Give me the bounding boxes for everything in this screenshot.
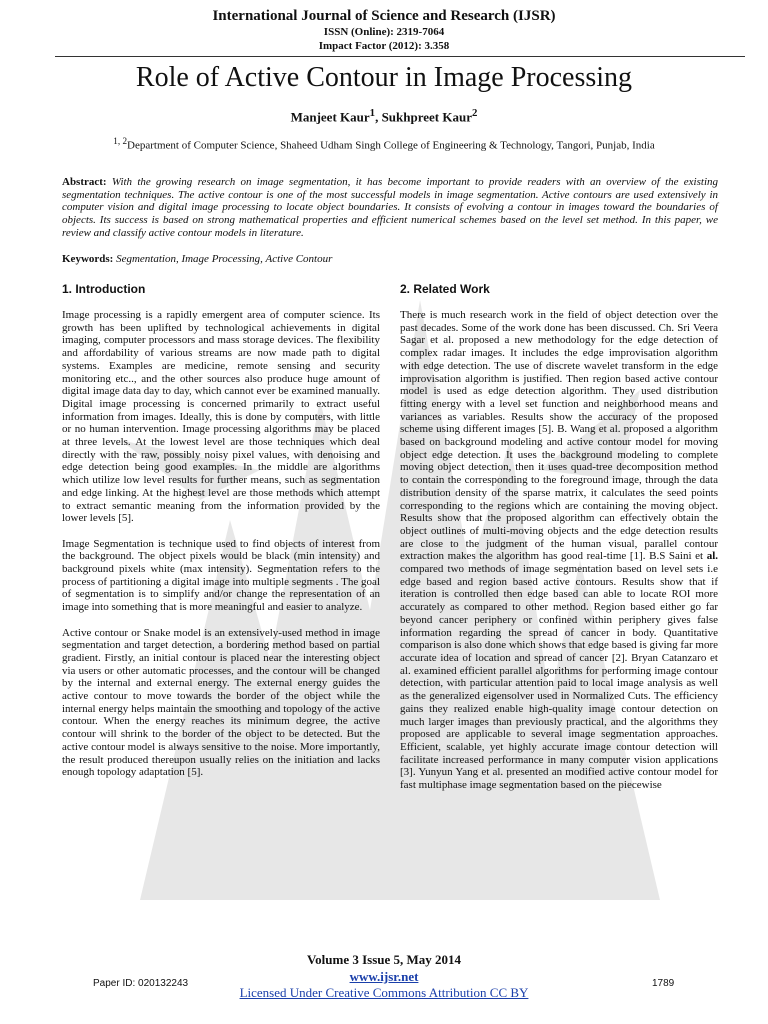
footer-volume: Volume 3 Issue 5, May 2014 [306, 952, 462, 967]
affiliation [0, 136, 768, 152]
affiliation-marks: 1, 2 [113, 136, 128, 146]
abstract-label: Abstract: [62, 176, 107, 188]
footer-license-text[interactable]: Licensed Under Creative Commons Attribution CC BY [239, 985, 529, 1000]
keywords [62, 253, 718, 266]
affiliation-text: Department of Computer Science, Shaheed Udham Singh College of Engineering & Technology, Tangori, Punjab, India [127, 139, 655, 152]
intro-paragraph-3: Active contour or Snake model is an extensively-used method in image segmentation and target detection, a bordering method based on partial gradient. Firstly, an initial contour is placed near the interesting object via users or other automatic processes, and the contour will be changed by the internal and external energy. The external energy guides the active contour to move towards the border of the object while the internal energy helps maintain the smoothing and topology of the active contour. When the energy reaches its minimum degree, the active contour will shrink to the border of the object to be detected. But the active contour model is always sensitive to the noise. More importantly, the result produced thereupon usually relies on the initiation and lacks enough topology adaptation [5]. [62, 626, 380, 779]
related-text-bold: al. [706, 550, 718, 563]
keywords-text: Segmentation, Image Processing, Active Contour [116, 253, 333, 265]
section-heading-introduction: 1. Introduction [62, 282, 146, 296]
author-2-affil: 2 [471, 107, 478, 119]
paper-title: Role of Active Contour in Image Processing [135, 62, 633, 93]
header-divider [55, 56, 745, 57]
footer-website-text[interactable]: www.ijsr.net [349, 969, 419, 984]
related-text-part-2: compared two methods of image segmentation based on level sets i.e edge based and region based active contours. Results show that if iteration is controlled then edge based can able to locate ROI more accurately as compared to other method. Region based either go far beyond cancer periphery or confined within periphery gives false information regarding the spread of cancer in body. Quantitative comparison is also done which shows that edge based is giving far more accurate idea of location and spread of cancer [2]. Bryan Catanzaro et al. examined efficient parallel algorithms for performing image contour detection, with particular attention paid to local image analysis as well as the generalized eigensolver used in Normalized Cuts. The efficiency gains they realized enable high-quality image contour detection on much larger images than previously practical, and the algorithms they proposed are applicable to several image segmentation approaches. Efficient, scalable, yet highly accurate image contour detection will facilitate increased performance in many computer vision applications [3]. Yunyun Yang et al. presented an modified active contour model for fast multiphase image segmentation based on the piecewise [400, 563, 718, 792]
author-2: Sukhpreet Kaur [381, 109, 472, 125]
journal-name: International Journal of Science and Research (IJSR) [212, 8, 556, 24]
impact-factor: Impact Factor (2012): 3.358 [318, 40, 450, 52]
footer-paper-id: Paper ID: 020132243 [93, 978, 189, 989]
left-column [62, 309, 380, 779]
intro-paragraph-1: Image processing is a rapidly emergent area of computer science. Its growth has been uplifted by technological achievements in digital imaging, computer processors and mass storage devices. The flexibility and affordability of various streams are now made path to digital systems. Examples are medicine, remote sensing and security monitoring etc.., and the other sources also produce huge amount of digital image data day to day, which cannot ever be examined manually. Digital image processing is concerned primarily to extract useful information from images. Ideally, this is done by computers, with little or no human intervention. Image processing algorithms may be placed at three levels. At the lowest level are those techniques which deal directly with the raw, possibly noisy pixel values, with denoising and edge detection being good examples. In the middle are algorithms which utilize low level results for further means, such as segmentation and edge linking. At the highest level are those methods which attempt to extract semantic meaning from the information provided by the lower levels [5]. [62, 309, 380, 525]
right-column [400, 309, 718, 792]
section-heading-related-work: 2. Related Work [400, 282, 490, 296]
author-1: Manjeet Kaur [290, 109, 370, 125]
keywords-label: Keywords: [62, 253, 114, 265]
authors [0, 107, 768, 125]
intro-paragraph-2: Image Segmentation is technique used to find objects of interest from the background. The object pixels would be black (min intensity) and background pixels white (max intensity). Segmentation refers to the process of partitioning a digital image into multiple segments . The goal of segmentation is to simplify and/or change the representation of an image into something that is more meaningful and easier to analyze. [62, 537, 380, 614]
abstract [62, 176, 718, 240]
footer-page-number: 1789 [652, 978, 675, 989]
issn: ISSN (Online): 2319-7064 [323, 26, 445, 38]
author-1-affil: 1 [369, 107, 376, 119]
related-paragraph-1 [400, 309, 718, 792]
related-text-part-1: There is much research work in the field of object detection over the past decades. Some of the work done has been discussed. Ch. Sri Veera Sagar et al. proposed a new methodology for the edge detection of complex radar images. It includes the edge improvisation algorithm with edge detection. The use of discrete wavelet transform in the edge improvisation algorithm is justified. Then region based active contour model is used as edge detection algorithm. They used distribution fitting energy with a level set function and neighborhood means and variances as variables. Results show the accuracy of the proposed scheme using different images [5]. B. Wang et al. proposed a algorithm based on background modeling and active contour model for moving object edge detection. It uses the background modeling to complete moving object detection, then it uses quad-tree decomposition method to contain the corresponding to the foreground image, through the data distribution density of the sparse matrix, it calculates the seed points corresponding to the regions which are containing the moving object. Results show that the proposed algorithm can effectively obtain the object outlines of multi-moving objects and the edge detection results are close to the judgment of the human visual, parallel contour extraction makes the algorithm has good real-time [1]. B.S Saini et [400, 309, 718, 563]
author-separator: , [375, 109, 382, 125]
abstract-text: With the growing research on image segmentation, it has become important to provide readers with an overview of the existing segmentation techniques. The active contour is one of the most successful models in image segmentation. Active contours are used extensively in computer vision and digital image processing to locate object boundaries. It consists of evolving a contour in images toward the boundaries of objects. Its success is based on strong mathematical properties and efficient numerical schemes based on the level set method. In this paper, we review and classify active contour models in literature. [62, 176, 719, 239]
